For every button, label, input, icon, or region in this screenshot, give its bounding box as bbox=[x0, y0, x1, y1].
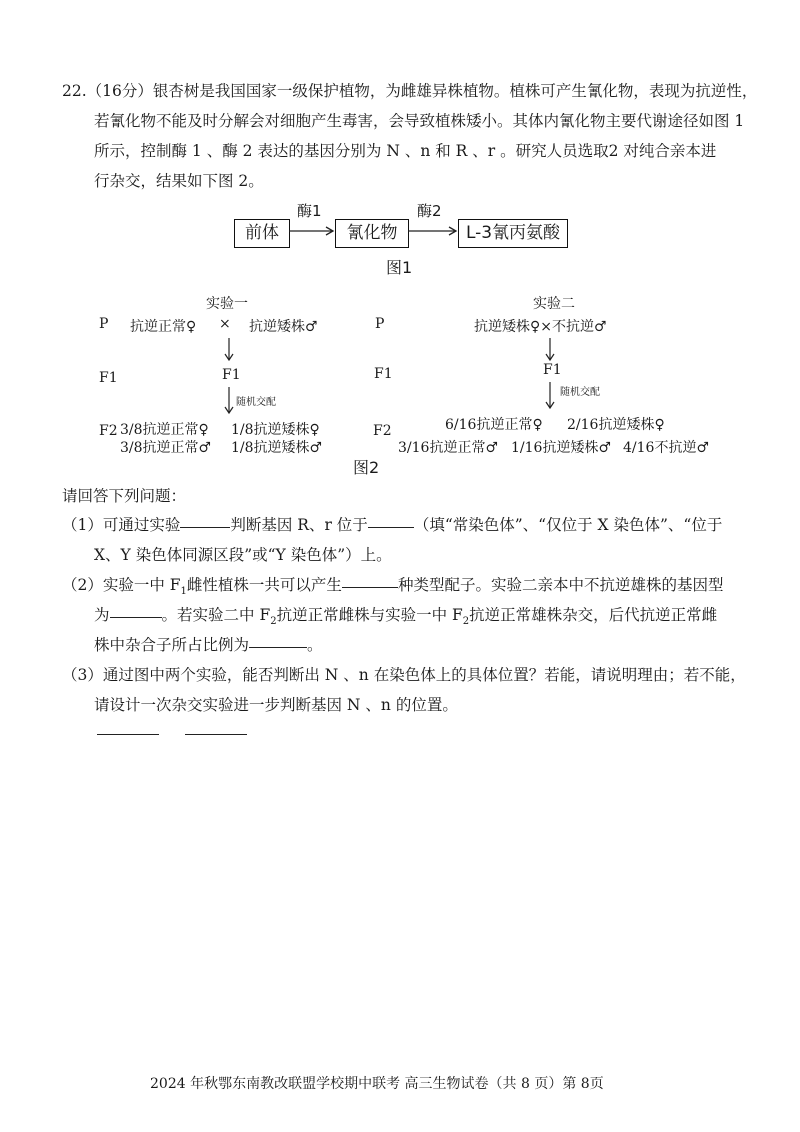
exp2-parents: 抗逆矮株♀×不抗逆♂ bbox=[474, 319, 607, 335]
q3-line-2: 请设计一次杂交实验进一步判断基因 N 、n 的位置。 bbox=[94, 696, 458, 714]
exp2-f2-male-normal: 3/16抗逆正常♂ bbox=[398, 440, 498, 456]
exp1-f2-male-dwarf: 1/8抗逆矮株♂ bbox=[231, 440, 323, 456]
q3-line-1: （3）通过图中两个实验，能否判断出 N 、n 在染色体上的具体位置？若能，请说明理由；若不能， bbox=[62, 666, 746, 684]
row-label-f1-left: F1 bbox=[99, 370, 118, 386]
row-label-p-right: P bbox=[375, 316, 385, 332]
row-label-p-left: P bbox=[99, 316, 109, 332]
figure-1-caption: 图1 bbox=[386, 258, 413, 277]
enzyme-2-label: 酶2 bbox=[417, 202, 442, 220]
exp1-arrow-p-f1 bbox=[223, 338, 235, 362]
question-stem-line-2: 若氰化物不能及时分解会对细胞产生毒害，会导致植株矮小。其体内氰化物主要代谢途径如图 1 bbox=[94, 112, 745, 130]
row-label-f2-right: F2 bbox=[373, 423, 392, 439]
question-stem-line-3: 所示，控制酶 1 、酶 2 表达的基因分别为 N 、n 和 R 、r 。研究人员选取2 对纯合亲本进 bbox=[94, 142, 717, 160]
q2-blank-gamete-types[interactable] bbox=[342, 586, 398, 588]
arrow-1 bbox=[289, 224, 335, 238]
box-l3-cyanoalanine: L-3氰丙氨酸 bbox=[458, 219, 568, 248]
q1-blank-location[interactable] bbox=[368, 526, 414, 528]
exp2-f2-male-dwarf: 1/16抗逆矮株♂ bbox=[511, 440, 611, 456]
page-footer: 2024 年秋鄂东南教改联盟学校期中联考 高三生物试卷（共 8 页）第 8页 bbox=[150, 1076, 604, 1092]
q3-answer-blank-1[interactable] bbox=[97, 734, 159, 735]
exp2-arrow-f1-f2 bbox=[544, 382, 556, 410]
figure-2-caption: 图2 bbox=[353, 458, 380, 477]
exp1-random-mating: 随机交配 bbox=[236, 397, 276, 408]
exp2-f1: F1 bbox=[543, 362, 562, 378]
row-label-f2-left: F2 bbox=[99, 423, 118, 439]
exp1-arrow-f1-f2 bbox=[223, 387, 235, 415]
row-label-f1-right: F1 bbox=[374, 366, 393, 382]
exp1-parent-female: 抗逆正常♀ bbox=[130, 319, 197, 335]
q1-line-1: （1）可通过实验 判断基因 R、r 位于 （填“常染色体”、“仅位于 X 染色体”、“位于 bbox=[62, 516, 723, 534]
q2-blank-proportion[interactable] bbox=[249, 646, 307, 648]
question-stem-line-1: 22.（16分）银杏树是我国国家一级保护植物，为雌雄异株植物。植株可产生氰化物，表现为抗逆性， bbox=[62, 82, 758, 100]
exp2-f2-female-normal: 6/16抗逆正常♀ bbox=[445, 417, 543, 433]
exp1-cross-symbol: × bbox=[219, 316, 231, 332]
question-stem-line-4: 行杂交，结果如下图 2。 bbox=[94, 172, 264, 190]
q2-line-3: 株中杂合子所占比例为 。 bbox=[94, 636, 323, 654]
exp2-f2-male-nonresistant: 4/16不抗逆♂ bbox=[623, 440, 709, 456]
exp2-f2-female-dwarf: 2/16抗逆矮株♀ bbox=[567, 417, 665, 433]
box-precursor: 前体 bbox=[234, 219, 290, 248]
exp2-arrow-p-f1 bbox=[544, 338, 556, 362]
exp1-f2-male-normal: 3/8抗逆正常♂ bbox=[120, 440, 212, 456]
prompt: 请回答下列问题： bbox=[62, 487, 187, 505]
exp1-f1: F1 bbox=[222, 367, 241, 383]
q2-blank-genotype[interactable] bbox=[110, 616, 162, 618]
question-number: 22.（16分） bbox=[62, 82, 153, 100]
exp1-title: 实验一 bbox=[206, 296, 248, 312]
q1-line-2: X、Y 染色体同源区段”或“Y 染色体”）上。 bbox=[94, 546, 392, 564]
exp1-f2-female-normal: 3/8抗逆正常♀ bbox=[120, 422, 209, 438]
q2-line-1: （2）实验一中 $F_1$雌性植株一共可以产生 种类型配子。实验二亲本中不抗逆雄株的基因型 bbox=[62, 576, 724, 598]
q3-answer-blank-2[interactable] bbox=[185, 734, 247, 735]
box-cyanide: 氰化物 bbox=[335, 219, 409, 248]
enzyme-1-label: 酶1 bbox=[297, 202, 322, 220]
exp1-parent-male: 抗逆矮株♂ bbox=[249, 319, 318, 335]
q2-line-2: 为 。若实验二中 $F_2$抗逆正常雌株与实验一中 $F_2$抗逆正常雄株杂交，后代抗逆正常雌 bbox=[94, 606, 718, 628]
arrow-2 bbox=[408, 224, 458, 238]
exp2-random-mating: 随机交配 bbox=[560, 387, 600, 398]
q1-blank-experiment[interactable] bbox=[180, 526, 230, 528]
exp2-title: 实验二 bbox=[533, 296, 575, 312]
exp1-f2-female-dwarf: 1/8抗逆矮株♀ bbox=[231, 422, 320, 438]
